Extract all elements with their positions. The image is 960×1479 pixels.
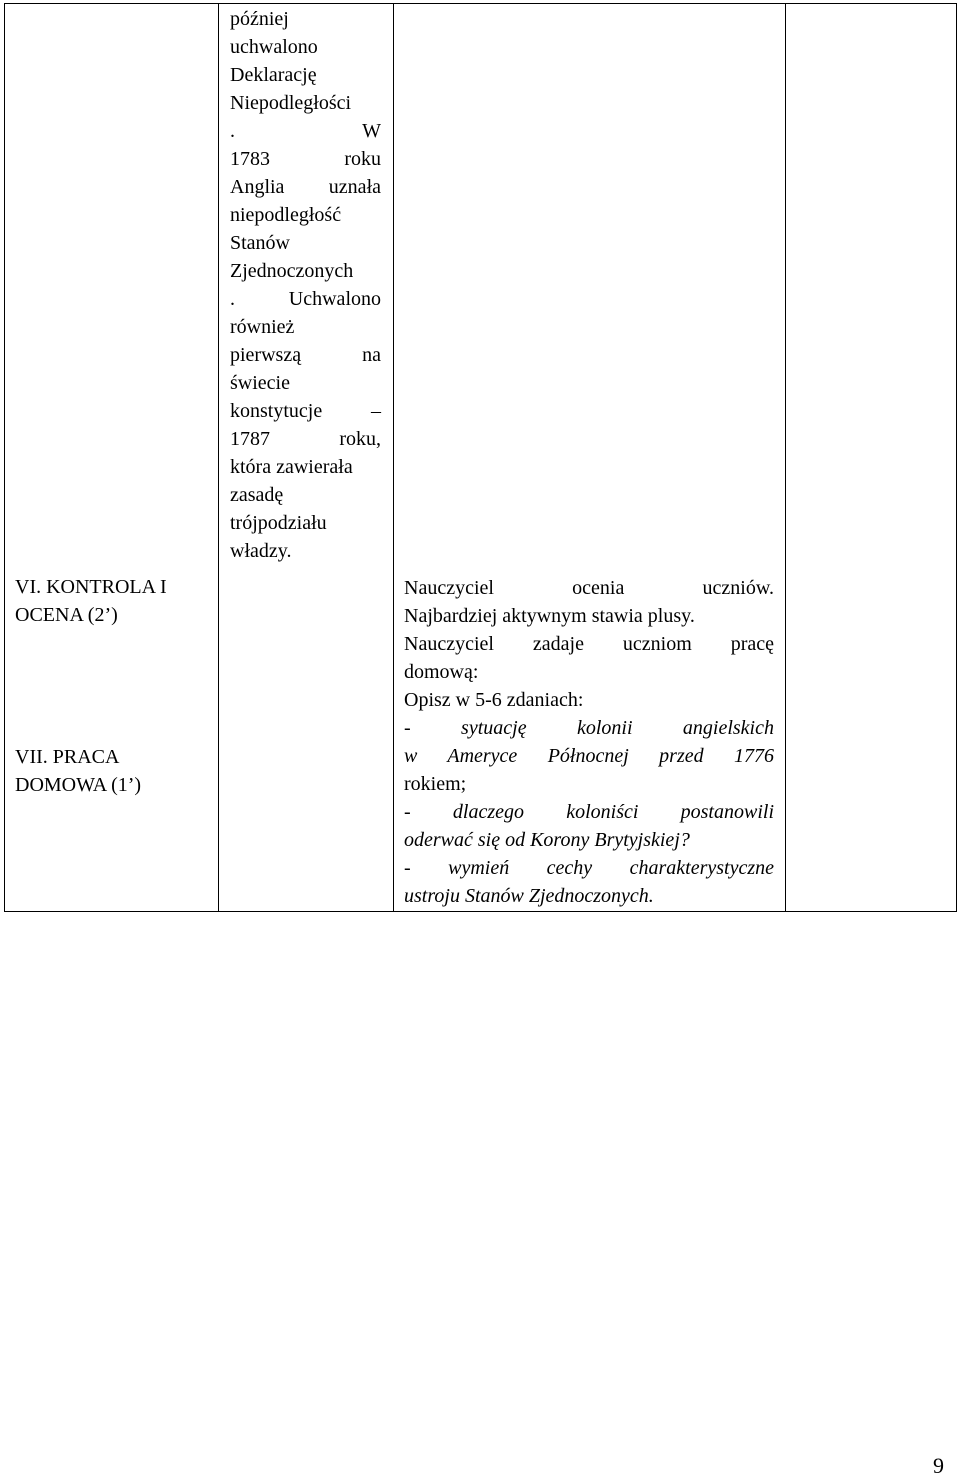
homework-task-1: w Ameryce Północnej przed 1776: [404, 745, 774, 767]
homework-intro-line: domową:: [404, 661, 479, 683]
paragraph-line: pierwszą na: [230, 344, 381, 366]
table-border-right: [956, 3, 957, 912]
paragraph-line: niepodległość: [230, 204, 342, 226]
paragraph-line: Deklarację: [230, 64, 317, 86]
history-paragraph: [230, 5, 381, 565]
section-heading-kontrola: [15, 573, 215, 629]
homework-task-1: - sytuację kolonii angielskich: [404, 717, 774, 739]
paragraph-line: później: [230, 8, 289, 30]
paragraph-line: Stanów: [230, 232, 290, 254]
paragraph-line: świecie: [230, 372, 290, 394]
homework-task-2: - dlaczego koloniści postanowili: [404, 801, 774, 823]
paragraph-line: Anglia uznała: [230, 176, 381, 198]
section-heading-praca-domowa: [15, 743, 215, 799]
homework-task-1: rokiem;: [404, 773, 467, 795]
paragraph-line: konstytucje –: [230, 400, 381, 422]
ocena-line: Nauczyciel ocenia uczniów.: [404, 577, 774, 599]
paragraph-line: zasadę: [230, 484, 284, 506]
paragraph-line: . Uchwalono: [230, 288, 381, 310]
homework-task-2: oderwać się od Korony Brytyjskiej?: [404, 829, 690, 851]
column-divider-2: [393, 3, 394, 912]
teacher-activities: [404, 574, 774, 910]
paragraph-line: która zawierała: [230, 456, 353, 478]
ocena-line: Najbardziej aktywnym stawia plusy.: [404, 605, 695, 627]
paragraph-line: uchwalono: [230, 36, 318, 58]
section-heading-line: OCENA (2’): [15, 604, 118, 626]
section-heading-line: VI. KONTROLA I: [15, 576, 167, 598]
table-border-top: [4, 3, 957, 4]
paragraph-line: władzy.: [230, 540, 292, 562]
paragraph-line: również: [230, 316, 295, 338]
column-divider-3: [785, 3, 786, 912]
paragraph-line: . W: [230, 120, 381, 142]
paragraph-line: Niepodległości: [230, 92, 352, 114]
paragraph-line: 1787 roku,: [230, 428, 381, 450]
homework-instruction: Opisz w 5-6 zdaniach:: [404, 689, 584, 711]
section-heading-line: VII. PRACA: [15, 746, 120, 768]
homework-task-3: - wymień cechy charakterystyczne: [404, 857, 774, 879]
paragraph-line: trójpodziału: [230, 512, 327, 534]
column-divider-1: [218, 3, 219, 912]
page-number: 9: [933, 1453, 944, 1478]
paragraph-line: 1783 roku: [230, 148, 381, 170]
table-border-bottom: [4, 911, 957, 912]
homework-task-3: ustroju Stanów Zjednoczonych.: [404, 885, 654, 907]
table-border-left: [4, 3, 5, 912]
homework-intro-line: Nauczyciel zadaje uczniom pracę: [404, 633, 774, 655]
paragraph-line: Zjednoczonych: [230, 260, 354, 282]
section-heading-line: DOMOWA (1’): [15, 774, 142, 796]
